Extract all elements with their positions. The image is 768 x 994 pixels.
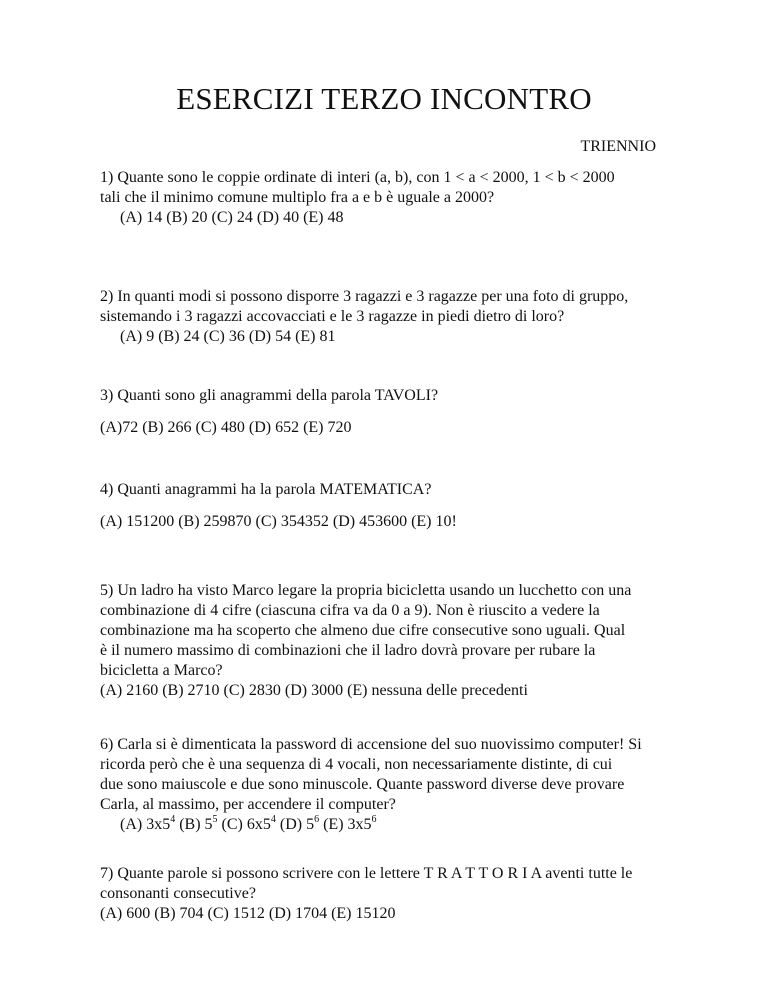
- answer-d: [275, 813, 320, 833]
- question-3: [100, 386, 720, 438]
- answer-choices: (A) 151200 (B) 259870 (C) 354352 (D) 453600 (E) 10!: [100, 513, 457, 530]
- answer-a: [120, 813, 176, 833]
- answer-label: (D) 5: [275, 816, 315, 833]
- question-4: [100, 480, 720, 532]
- question-text-line: Carla, al massimo, per accendere il computer?: [100, 796, 396, 813]
- question-text-line: combinazione ma ha scoperto che almeno due cifre consecutive sono uguali. Qual: [100, 622, 626, 639]
- question-text-line: consonanti consecutive?: [100, 885, 256, 902]
- question-7: [100, 864, 720, 924]
- question-text-line: sistemando i 3 ragazzi accovacciati e le 3 ragazze in piedi dietro di loro?: [100, 308, 565, 325]
- question-text-line: 7) Quante parole si possono scrivere con le lettere T R A T T O R I A aventi tutte le: [100, 865, 633, 882]
- answer-choices: (A)72 (B) 266 (C) 480 (D) 652 (E) 720: [100, 419, 352, 436]
- question-5: [100, 581, 720, 701]
- question-text-line: 3) Quanti sono gli anagrammi della parola TAVOLI?: [100, 387, 439, 404]
- document-title: ESERCIZI TERZO INCONTRO: [176, 81, 592, 116]
- question-text-line: è il numero massimo di combinazioni che il ladro dovrà provare per rubare la: [100, 642, 596, 659]
- question-text-line: ricorda però che è una sequenza di 4 vocali, non necessariamente distinte, di cui: [100, 756, 613, 773]
- question-text-line: 6) Carla si è dimenticata la password di accensione del suo nuovissimo computer! Si: [100, 736, 642, 753]
- answer-choices: (A) 9 (B) 24 (C) 36 (D) 54 (E) 81: [120, 328, 336, 345]
- answer-label: (C) 6x5: [217, 816, 271, 833]
- answer-choices: (A) 2160 (B) 2710 (C) 2830 (D) 3000 (E) nessuna delle precedenti: [100, 682, 528, 699]
- question-text-line: 5) Un ladro ha visto Marco legare la propria bicicletta usando un lucchetto con una: [100, 582, 632, 599]
- question-6: [100, 735, 720, 835]
- answer-e: [319, 813, 377, 833]
- question-2: [100, 287, 720, 347]
- question-text-line: 2) In quanti modi si possono disporre 3 ragazzi e 3 ragazze per una foto di gruppo,: [100, 288, 629, 305]
- answer-choices: [100, 815, 720, 835]
- level-label: TRIENNIO: [580, 138, 656, 155]
- answer-choices: (A) 600 (B) 704 (C) 1512 (D) 1704 (E) 15120: [100, 905, 396, 922]
- answer-label: (A) 3x5: [120, 816, 171, 833]
- answer-label: (E) 3x5: [319, 816, 372, 833]
- answer-label: (B) 5: [175, 816, 213, 833]
- question-text-line: bicicletta a Marco?: [100, 662, 223, 679]
- question-text-line: 4) Quanti anagrammi ha la parola MATEMATICA?: [100, 481, 432, 498]
- answer-choices: (A) 14 (B) 20 (C) 24 (D) 40 (E) 48: [120, 209, 344, 226]
- question-text-line: 1) Quante sono le coppie ordinate di interi (a, b), con 1 < a < 2000, 1 < b < 2000: [100, 169, 615, 186]
- exponent: 4: [170, 813, 176, 825]
- exponent: 5: [212, 813, 218, 825]
- question-text-line: combinazione di 4 cifre (ciascuna cifra va da 0 a 9). Non è riuscito a vedere la: [100, 602, 600, 619]
- exponent: 6: [314, 813, 320, 825]
- question-1: [100, 168, 720, 228]
- question-text-line: due sono maiuscole e due sono minuscole. Quante password diverse deve provare: [100, 776, 625, 793]
- answer-b: [175, 813, 218, 833]
- exponent: 6: [371, 813, 377, 825]
- exponent: 4: [270, 813, 276, 825]
- question-text-line: tali che il minimo comune multiplo fra a e b è uguale a 2000?: [100, 189, 495, 206]
- answer-c: [217, 813, 276, 833]
